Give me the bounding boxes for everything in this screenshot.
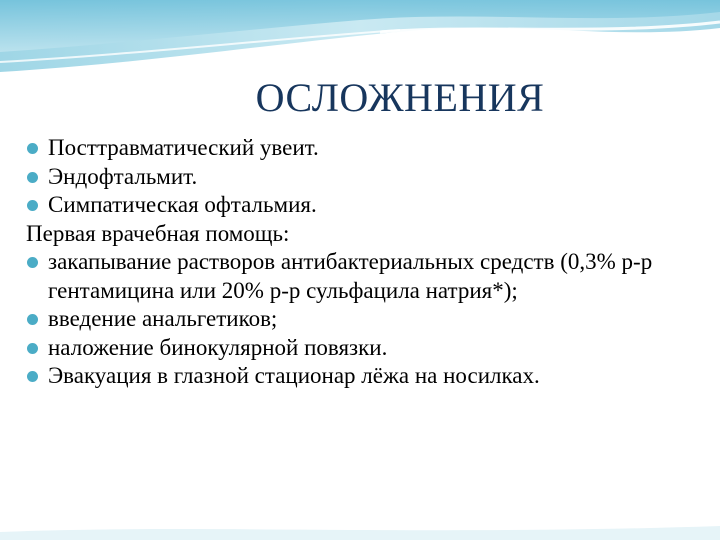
bullet-icon: [27, 257, 38, 268]
bullet-item: [26, 191, 696, 220]
bullet-item: [26, 305, 696, 334]
bullet-text: наложение бинокулярной повязки.: [48, 334, 388, 360]
bullet-text: введение анальгетиков;: [48, 306, 278, 331]
bullet-text: Эвакуация в глазной стационар лёжа на носилках.: [48, 363, 540, 388]
bullet-icon: [27, 371, 38, 382]
bullet-item: [26, 248, 696, 305]
header-wave-decoration: [0, 0, 720, 80]
bullet-text: закапывание растворов антибактериальных средств (0,3% р-р гентамицина или 20% р-р сульфацила натрия*);: [48, 249, 653, 303]
section-label: [26, 220, 696, 249]
bullet-item: [26, 163, 696, 192]
bullet-item: [26, 134, 696, 163]
bullet-icon: [27, 343, 38, 354]
section-label-text: Первая врачебная помощь:: [26, 220, 290, 246]
footer-wave-decoration: [0, 510, 720, 540]
bullet-item: [26, 362, 696, 391]
bullet-icon: [27, 143, 38, 154]
bullet-icon: [27, 172, 38, 183]
bullet-item: [26, 334, 696, 363]
bullet-icon: [27, 200, 38, 211]
bullet-text: Эндофтальмит.: [48, 163, 198, 189]
bullet-text: Посттравматический увеит.: [48, 135, 319, 160]
slide-content: [26, 134, 696, 391]
bullet-text: Симпатическая офтальмия.: [48, 192, 317, 217]
bullet-icon: [27, 314, 38, 325]
slide-title: ОСЛОЖНЕНИЯ: [255, 75, 545, 120]
